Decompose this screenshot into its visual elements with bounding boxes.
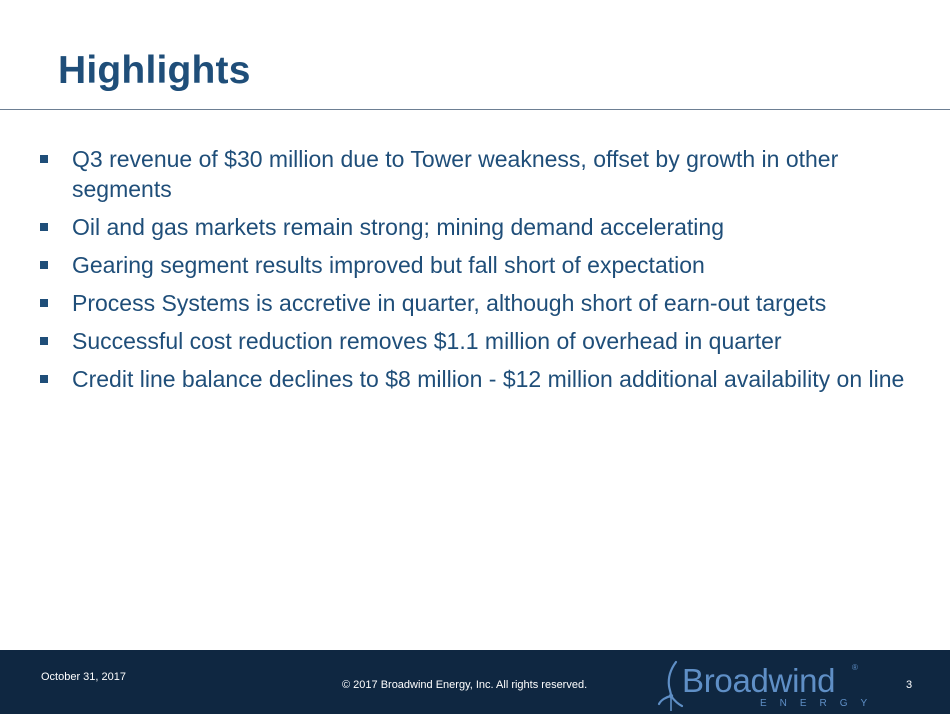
- bullet-item: [38, 288, 918, 318]
- bullet-item: [38, 144, 918, 204]
- square-bullet-icon: [40, 223, 48, 231]
- square-bullet-icon: [40, 337, 48, 345]
- square-bullet-icon: [40, 375, 48, 383]
- bullet-item: [38, 326, 918, 356]
- square-bullet-icon: [40, 299, 48, 307]
- bullet-text: Successful cost reduction removes $1.1 million of overhead in quarter: [72, 328, 782, 354]
- footer-date: October 31, 2017: [41, 671, 127, 683]
- slide-title: Highlights: [58, 49, 251, 92]
- bullet-text: Credit line balance declines to $8 million - $12 million additional availability on line: [72, 366, 905, 392]
- bullet-text: Gearing segment results improved but fall short of expectation: [72, 252, 705, 278]
- logo-subtitle: ENERGY: [760, 698, 881, 709]
- bullet-text: Process Systems is accretive in quarter, although short of earn-out targets: [72, 290, 827, 316]
- square-bullet-icon: [40, 261, 48, 269]
- footer-copyright: © 2017 Broadwind Energy, Inc. All rights reserved.: [342, 679, 588, 691]
- bullet-item: [38, 212, 918, 242]
- bullet-text: Oil and gas markets remain strong; mining demand accelerating: [72, 214, 724, 240]
- footer-bar: [0, 650, 950, 714]
- bullet-item: [38, 364, 918, 394]
- bullet-list: [38, 144, 918, 402]
- registered-mark: ®: [852, 663, 858, 672]
- title-divider: [0, 109, 950, 110]
- bullet-item: [38, 250, 918, 280]
- square-bullet-icon: [40, 155, 48, 163]
- bullet-text: Q3 revenue of $30 million due to Tower weakness, offset by growth in other segments: [72, 146, 839, 202]
- logo-wordmark: Broadwind: [682, 662, 836, 699]
- page-number: 3: [906, 679, 913, 691]
- broadwind-logo: [656, 660, 881, 712]
